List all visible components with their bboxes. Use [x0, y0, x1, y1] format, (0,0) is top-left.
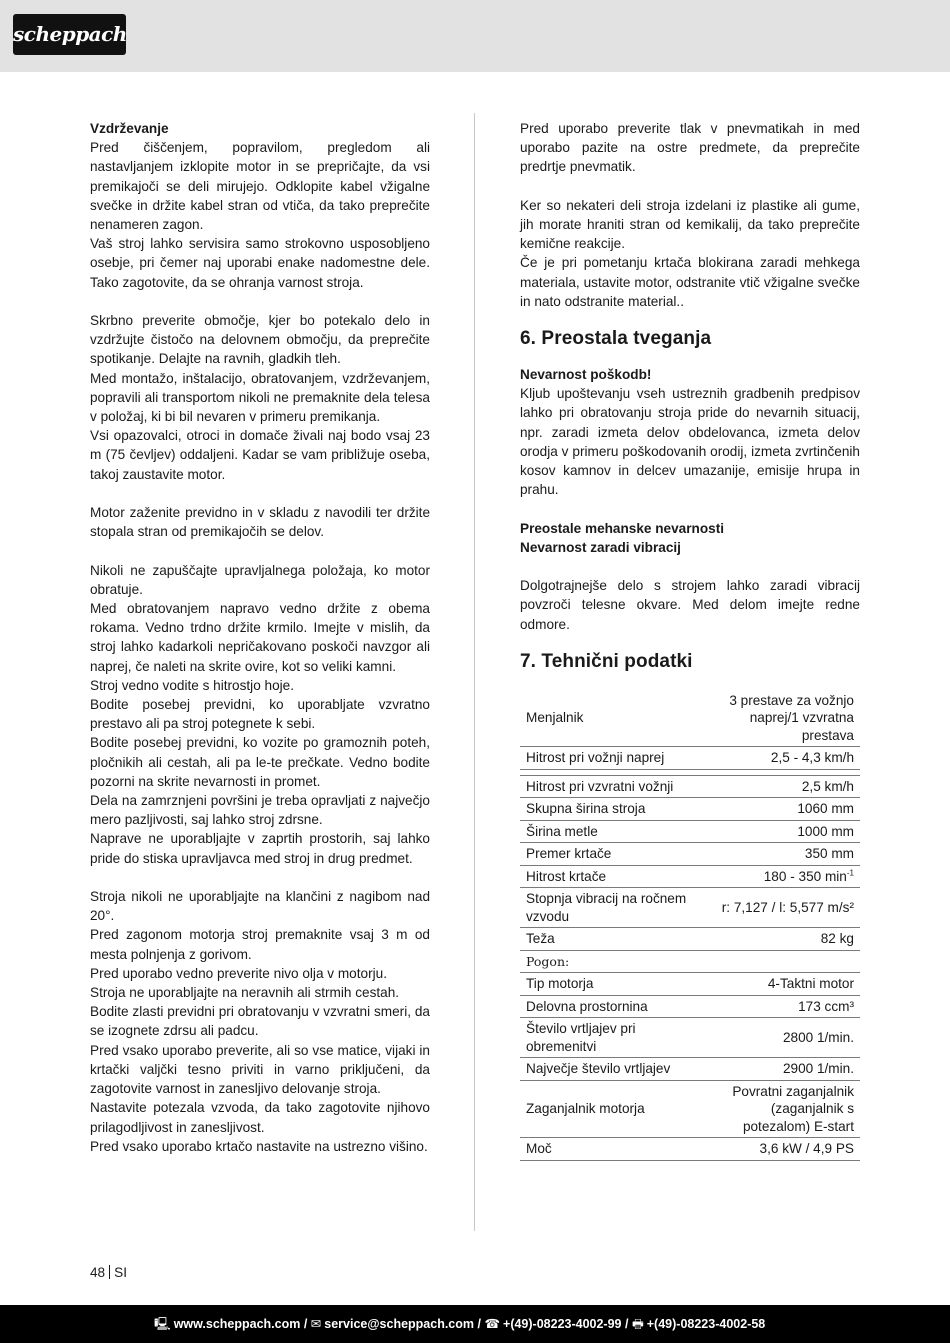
section-6-body	[520, 365, 860, 634]
phone-icon: ☎	[484, 1317, 501, 1331]
paragraph: Med obratovanjem napravo vedno držite z obema rokama. Vedno trdno držite krmilo. Imejte v mislih, da stroj lahko kadarkoli nepričakovano poskoči navzgor ali naprej, če naleti na skrite ovire, kot so veliki kamni.	[90, 601, 430, 674]
section-7-heading: 7. Tehnični podatki	[520, 650, 693, 672]
paragraph: Stroja nikoli ne uporabljajte na klančini z nagibom nad 20°.	[90, 889, 430, 924]
table-row	[520, 1058, 860, 1081]
scheppach-logo: scheppach	[13, 14, 126, 55]
fax-icon: 🖶	[631, 1317, 644, 1331]
paragraph-gap	[520, 499, 860, 518]
footer-website[interactable]: www.scheppach.com	[173, 1317, 301, 1331]
spec-value-text: 2,5 - 4,3 km/h	[770, 750, 854, 766]
spec-value-text: r: 7,127 / l: 5,577 m/s²	[721, 900, 854, 916]
paragraph: Stroja ne uporabljajte na neravnih ali strmih cestah.	[90, 985, 400, 1001]
paragraph: Pred uporabo preverite tlak v pnevmatikah in med uporabo pazite na ostre predmete, da preprečite predrtje pnevmatik.	[520, 121, 860, 175]
spec-value-text: 1000 mm	[797, 823, 854, 839]
computer-icon: 🖳	[154, 1317, 171, 1331]
spec-label: Hitrost krtače	[520, 865, 697, 888]
paragraph-gap	[520, 177, 860, 196]
table-row	[520, 888, 860, 928]
spec-value	[697, 928, 860, 951]
table-row	[520, 775, 860, 798]
left-column	[90, 119, 430, 1156]
spec-value-text: 3 prestave za vožnjo naprej/1 vzvratna prestava	[729, 692, 854, 743]
spec-value-text: 2900 1/min.	[782, 1061, 854, 1077]
right-column	[520, 119, 860, 1161]
spec-value	[697, 747, 860, 770]
spec-label: Največje število vrtljajev	[520, 1058, 697, 1081]
spec-label: Delovna prostornina	[520, 995, 697, 1018]
spec-label: Menjalnik	[520, 690, 697, 747]
paragraph: Bodite posebej previdni, ko vozite po gramoznih poteh, pločnikih ali cestah, ali pa le-te prečkate. Vedno bodite pozorni na skrite nevarnosti in promet.	[90, 735, 430, 789]
paragraph: Skrbno preverite območje, kjer bo potekalo delo in vzdržujte čistočo na delovnem območju, da preprečite spotikanje. Delajte na ravnih, gladkih tleh.	[90, 313, 430, 367]
paragraph: Med montažo, inštalacijo, obratovanjem, vzdrževanjem, popravili ali transportom nikoli ne premaknite dela telesa v položaj, ki bi bil nevaren v primeru premikanja.	[90, 370, 430, 425]
spec-value	[697, 973, 860, 996]
paragraph: Vaš stroj lahko servisira samo strokovno usposobljeno osebje, pri čemer naj uporabi enake nadomestne dele. Tako zagotovite, da se ohranja varnost stroja.	[90, 236, 430, 290]
spec-label: Hitrost pri vzvratni vožnji	[520, 775, 697, 798]
page-language: SI	[114, 1265, 127, 1280]
technical-data-table	[520, 690, 860, 1161]
spec-value	[697, 1018, 860, 1058]
spec-value	[697, 820, 860, 843]
table-row	[520, 1018, 860, 1058]
footer-email[interactable]: service@scheppach.com	[324, 1317, 475, 1331]
spec-unit-exponent: -1	[846, 868, 854, 878]
spec-label: Moč	[520, 1138, 697, 1161]
spec-value-text: 1060 mm	[797, 801, 854, 817]
table-row	[520, 1080, 860, 1138]
spec-label: Premer krtače	[520, 843, 697, 866]
spec-label: Zaganjalnik motorja	[520, 1080, 697, 1138]
paragraph-gap	[90, 541, 430, 560]
subheading: Nevarnost poškodb!	[520, 367, 652, 383]
table-row	[520, 973, 860, 996]
table-row	[520, 820, 860, 843]
paragraph-gap	[90, 292, 430, 311]
subheading: Vzdrževanje	[90, 121, 169, 136]
paragraph: Naprave ne uporabljajte v zaprtih prostorih, saj lahko pride do stiska upravljavca med stroj in drug predmet.	[90, 831, 430, 866]
spec-value	[697, 1058, 860, 1081]
footer-phone: +(49)-08223-4002-99	[503, 1317, 622, 1331]
page-separator	[109, 1265, 110, 1279]
spec-value	[697, 798, 860, 821]
table-row	[520, 798, 860, 821]
table-row	[520, 747, 860, 770]
spec-label: Širina metle	[520, 820, 697, 843]
paragraph: Ker so nekateri deli stroja izdelani iz plastike ali gume, jih morate hraniti stran od kemikalij, da tako preprečite kemične reakcije.	[520, 197, 860, 252]
spec-value-text: 2,5 km/h	[801, 778, 854, 794]
right-intro-text	[520, 119, 860, 311]
envelope-icon: ✉	[310, 1317, 322, 1331]
footer-separator: /	[621, 1317, 632, 1331]
spec-value	[697, 775, 860, 798]
subheading: Preostale mehanske nevarnosti	[520, 520, 724, 536]
spec-label: Skupna širina stroja	[520, 798, 697, 821]
paragraph: Stroj vedno vodite s hitrostjo hoje.	[90, 677, 295, 693]
paragraph: Nastavite potezala vzvoda, da tako zagotovite njihovo prilagodljivost in zanesljivost.	[90, 1100, 430, 1135]
spec-value-text: 82 kg	[820, 931, 854, 947]
spec-value	[697, 865, 860, 888]
paragraph: Bodite zlasti previdni pri obratovanju v vzvratni smeri, da se izognete zdrsu ali padcu.	[90, 1004, 430, 1039]
table-group-header	[520, 950, 860, 973]
paragraph: Pred vsako uporabo preverite, ali so vse matice, vijaki in krtački valjčki tesno priviti in varno priključeni, da zagotovite varnost in zanesljivo delovanje stroja.	[90, 1042, 430, 1097]
table-group-label: Pogon:	[520, 950, 860, 973]
paragraph: Bodite posebej previdni, ko uporabljate vzvratno prestavo ali pa stroj potegnete k sebi.	[90, 697, 430, 732]
table-row	[520, 690, 860, 747]
paragraph: Pred zagonom motorja stroj premaknite vsaj 3 m od mesta polnjenja z gorivom.	[90, 927, 430, 962]
paragraph: Pred vsako uporabo krtačo nastavite na ustrezno višino.	[90, 1138, 428, 1154]
spec-label: Hitrost pri vožnji naprej	[520, 747, 697, 770]
section-6-heading: 6. Preostala tveganja	[520, 328, 712, 350]
spec-value	[697, 843, 860, 866]
paragraph: Kljub upoštevanju vseh ustreznih gradbenih predpisov lahko pri obratovanju stroja pride do nevarnih situacij, npr. zaradi izmeta delov obdelovanca, izmeta delov orodja v primeru poškodovanih orodij, izmeta zvrtinčenih kosov kamnov in delcev umazanije, emisije hrupa in prahu.	[520, 386, 860, 498]
spec-value	[697, 690, 860, 747]
footer-separator: /	[474, 1317, 485, 1331]
column-divider	[474, 113, 475, 1231]
spec-value-text: Povratni zaganjalnik (zaganjalnik s potezalom) E-start	[732, 1083, 854, 1134]
paragraph: Če je pri pometanju krtača blokirana zaradi mehkega materiala, ustavite motor, odstranite vtič vžigalne svečke in nato odstranite material..	[520, 255, 860, 309]
paragraph: Dela na zamrznjeni površini je treba opravljati z največjo mero pazljivosti, saj lahko stroj zdrsne.	[90, 793, 430, 828]
table-row	[520, 1138, 860, 1161]
spec-label: Stopnja vibracij na ročnem vzvodu	[520, 888, 697, 928]
paragraph-gap	[90, 868, 430, 887]
page-number	[90, 1265, 127, 1280]
spec-label: Teža	[520, 928, 697, 951]
paragraph: Pred uporabo vedno preverite nivo olja v motorju.	[90, 965, 387, 981]
paragraph: Motor zaženite previdno in v skladu z navodili ter držite stopala stran od premikajočih se delov.	[90, 505, 430, 540]
footer-fax: +(49)-08223-4002-58	[646, 1317, 766, 1331]
subheading: Nevarnost zaradi vibracij	[520, 539, 681, 555]
paragraph: Nikoli ne zapuščajte upravljalnega položaja, ko motor obratuje.	[90, 562, 430, 597]
spec-value-text: 3,6 kW / 4,9 PS	[759, 1141, 854, 1157]
footer-separator: /	[300, 1317, 311, 1331]
table-row	[520, 865, 860, 888]
table-row	[520, 928, 860, 951]
spec-value	[697, 888, 860, 928]
spec-value-text: 173 ccm³	[798, 998, 854, 1014]
paragraph: Vsi opazovalci, otroci in domače živali naj bodo vsaj 23 m (75 čevljev) oddaljeni. Kadar se vam približuje oseba, takoj zaustavite motor.	[90, 428, 430, 482]
spec-value-text: 350 mm	[804, 846, 854, 862]
paragraph: Pred čiščenjem, popravilom, pregledom ali nastavljanjem izklopite motor in se prepričajte, da vsi premikajoči se deli mirujejo. Odklopite kabel vžigalne svečke in držite kabel stran od vtiča, da tako preprečite nenameren zagon.	[90, 140, 430, 233]
paragraph-gap	[520, 557, 860, 576]
paragraph: Dolgotrajnejše delo s strojem lahko zaradi vibracij povzroči telesne okvare. Med delom imejte redne odmore.	[520, 578, 860, 632]
spec-value-text: 4-Taktni motor	[767, 976, 854, 992]
spec-label: Število vrtljajev pri obremenitvi	[520, 1018, 697, 1058]
header-band	[0, 0, 950, 72]
spec-value	[697, 1138, 860, 1161]
footer-bar	[0, 1305, 950, 1343]
page-number-value: 48	[90, 1265, 106, 1280]
paragraph-gap	[90, 484, 430, 503]
table-row	[520, 843, 860, 866]
spec-value	[697, 1080, 860, 1138]
table-row	[520, 995, 860, 1018]
spec-value-text: 2800 1/min.	[782, 1030, 854, 1046]
spec-label: Tip motorja	[520, 973, 697, 996]
spec-value-text: 180 - 350 min	[763, 868, 847, 884]
spec-value	[697, 995, 860, 1018]
